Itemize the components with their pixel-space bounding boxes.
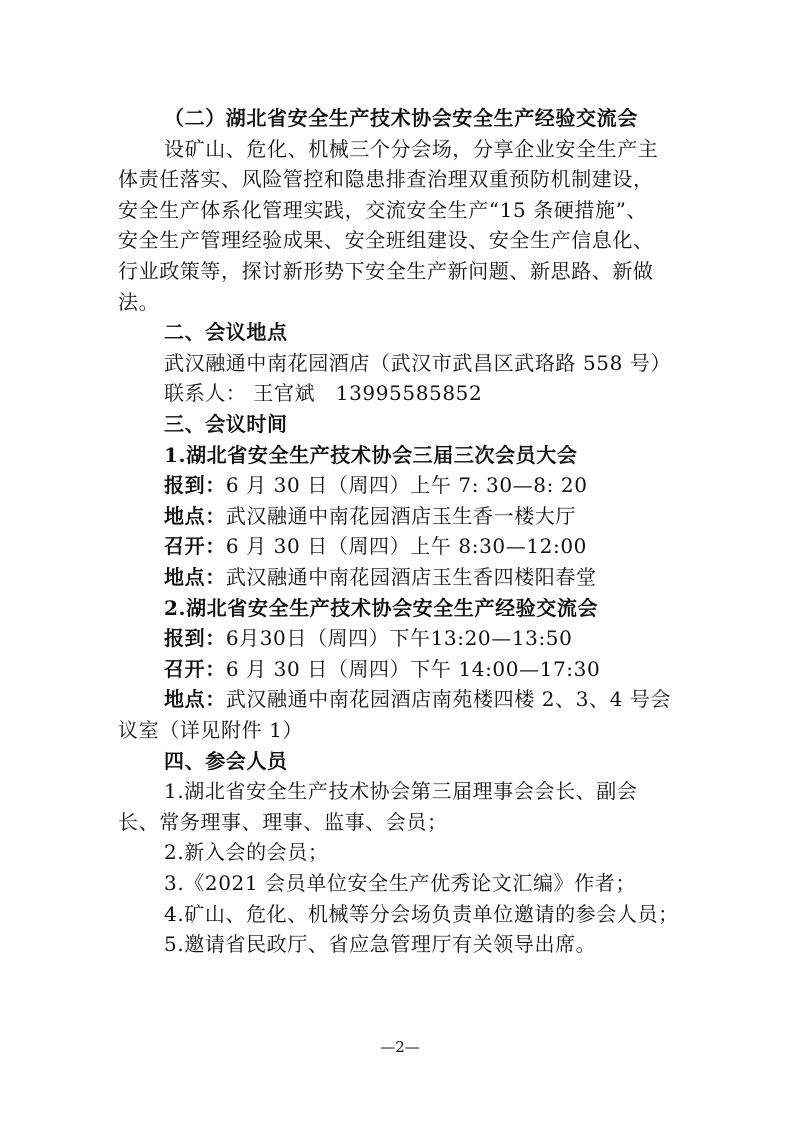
field-label: 报到：: [164, 473, 226, 498]
attendee-item-continued: 长、常务理事、理事、监事、会员；: [118, 809, 448, 834]
field-value: 6 月 30 日（周四）上午 7: 30—8: 20: [225, 473, 588, 498]
paragraph-line: 行业政策等，探讨新形势下安全生产新问题、新思路、新做: [118, 259, 654, 283]
attendee-item: 2.新入会的会员；: [164, 840, 329, 865]
field-label: 报到：: [164, 626, 226, 651]
field-label: 召开：: [164, 534, 226, 559]
paragraph-line: 法。: [118, 289, 160, 314]
attendee-item: 4.矿山、危化、机械等分会场负责单位邀请的参会人员；: [164, 901, 679, 926]
field-value: 6 月 30 日（周四）上午 8:30—12:00: [225, 534, 587, 559]
venue-line: 武汉融通中南花园酒店（武汉市武昌区武珞路 558 号）: [164, 350, 672, 375]
schedule-line-continued: 议室（详见附件 1）: [118, 718, 304, 742]
schedule-line: [164, 655, 694, 683]
field-value: 武汉融通中南花园酒店南苑楼四楼 2、3、4 号会: [225, 687, 672, 712]
paragraph-line: 设矿山、危化、机械三个分会场，分享企业安全生产主: [164, 136, 659, 161]
page-number: —2—: [380, 1038, 420, 1056]
paragraph-line: 体责任落实、风险管控和隐患排查治理双重预防机制建设，: [118, 167, 654, 192]
field-value: 6 月 30 日（周四）下午 14:00—17:30: [225, 656, 601, 681]
field-value: 6月30日（周四）下午13:20—13:50: [225, 626, 573, 651]
section-heading: 三、会议时间: [164, 412, 288, 436]
schedule-line: [164, 563, 694, 591]
schedule-line: [164, 532, 694, 560]
field-label: 地点：: [164, 503, 226, 528]
sub-heading: （二）湖北省安全生产技术协会安全生产经验交流会: [164, 106, 638, 130]
field-label: 召开：: [164, 656, 226, 681]
schedule-line: [164, 471, 694, 499]
paragraph-line: 安全生产体系化管理实践，交流安全生产“15 条硬措施”、: [118, 197, 648, 222]
item-title: 2.湖北省安全生产技术协会安全生产经验交流会: [164, 595, 599, 620]
field-value: 武汉融通中南花园酒店玉生香一楼大厅: [225, 503, 577, 528]
field-label: 地点：: [164, 687, 226, 712]
field-label: 地点：: [164, 565, 226, 589]
schedule-line: [164, 685, 694, 713]
section-heading: 四、参会人员: [164, 748, 288, 773]
attendee-item: 5.邀请省民政厅、省应急管理厅有关领导出席。: [164, 932, 597, 957]
schedule-line: [164, 624, 694, 652]
section-heading: 二、会议地点: [164, 320, 288, 345]
field-value: 武汉融通中南花园酒店玉生香四楼阳春堂: [225, 565, 597, 589]
paragraph-line: 安全生产管理经验成果、安全班组建设、安全生产信息化、: [118, 228, 654, 253]
attendee-item: 3.《2021 会员单位安全生产优秀论文汇编》作者；: [164, 871, 636, 895]
contact-line: 联系人： 王官斌 13995585852: [164, 381, 483, 406]
schedule-line: [164, 502, 694, 530]
item-title: 1.湖北省安全生产技术协会三届三次会员大会: [164, 442, 578, 467]
attendee-item: 1.湖北省安全生产技术协会第三届理事会会长、副会: [164, 779, 638, 804]
